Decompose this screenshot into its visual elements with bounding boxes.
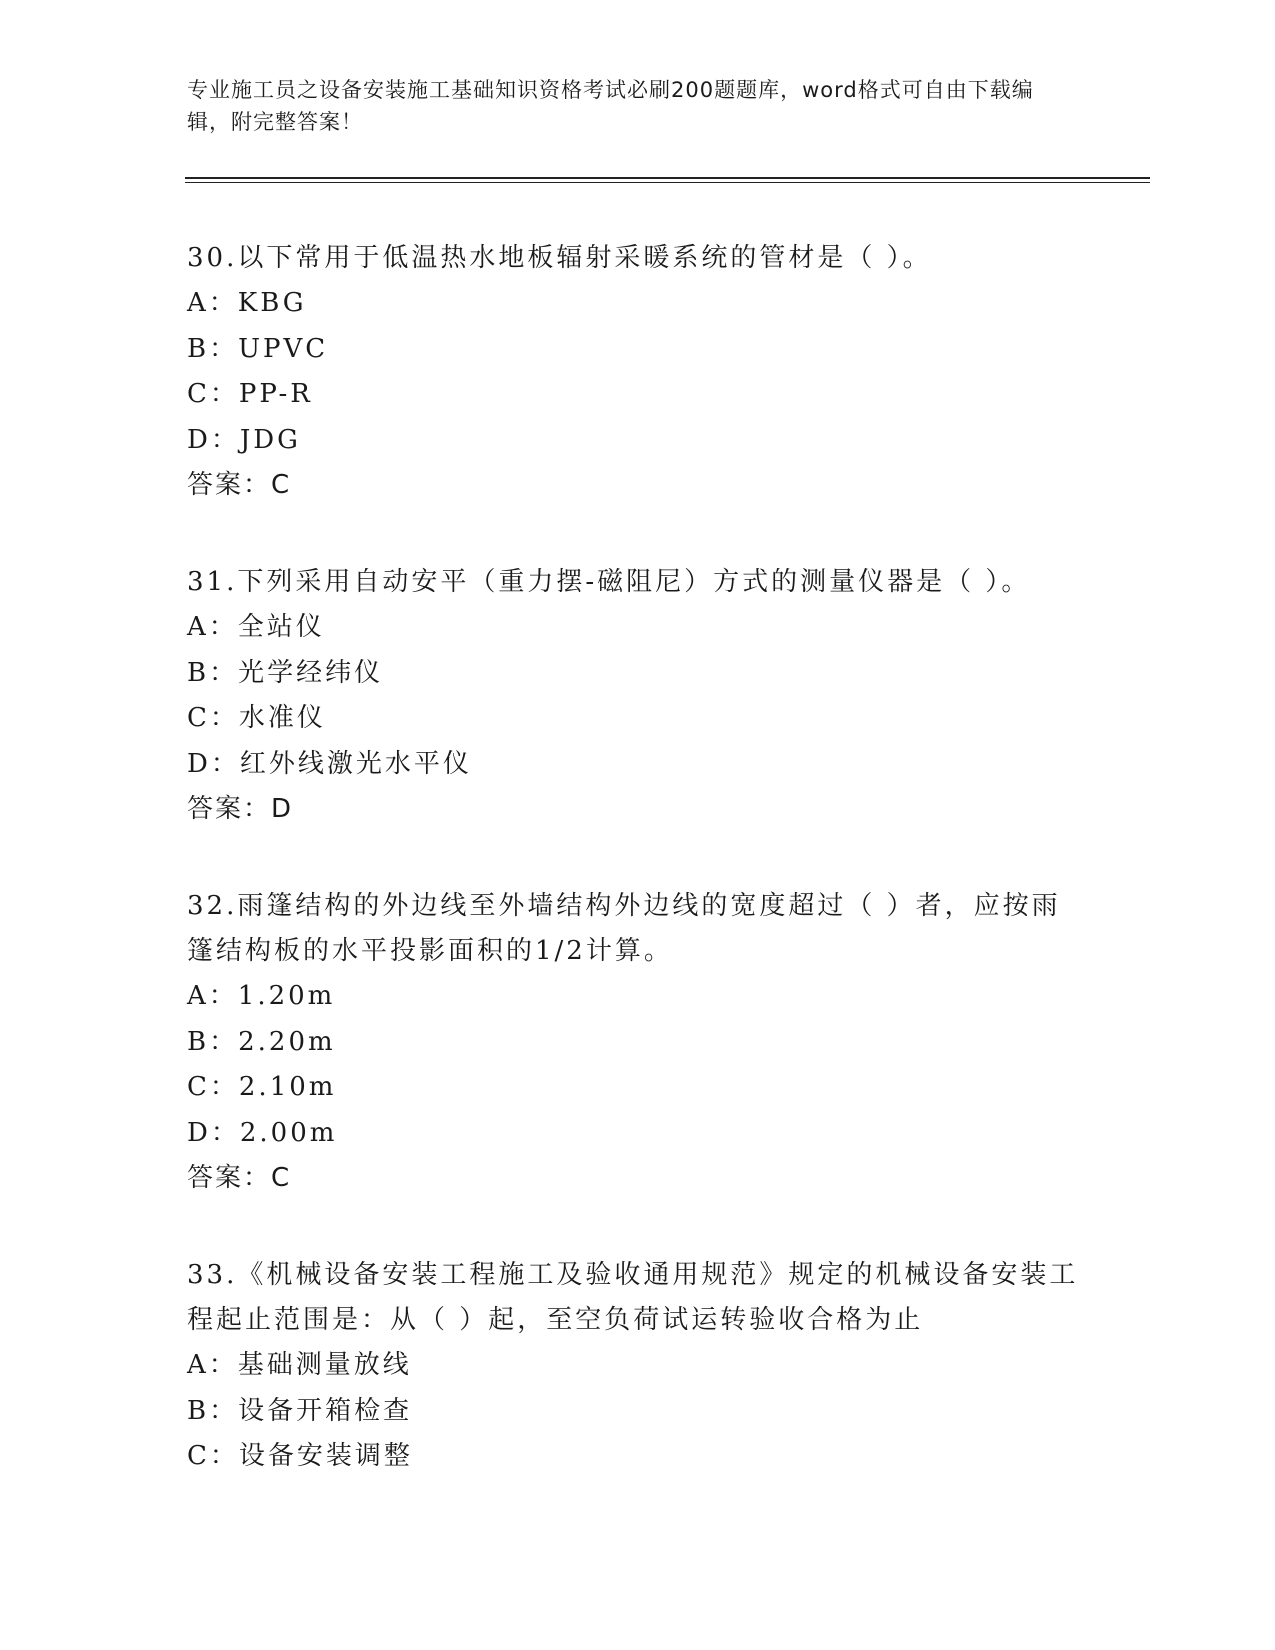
option-b: B：UPVC [187, 333, 329, 364]
option-a: A：1.20m [187, 981, 336, 1011]
question-stem: 32.雨篷结构的外边线至外墙结构外边线的宽度超过（ ）者，应按雨篷结构板的水平投影面积的1/2计算。 [187, 891, 1061, 966]
question-list [187, 236, 1087, 1532]
option-d: D：JDG [187, 424, 301, 455]
option-c: C：PP-R [187, 379, 313, 409]
answer: 答案：C [187, 470, 292, 500]
question-32 [187, 884, 1087, 1201]
answer: 答案：C [187, 1163, 292, 1193]
header-divider-thin [185, 182, 1150, 183]
question-31 [187, 560, 1087, 832]
option-c: C：设备安装调整 [187, 1441, 413, 1471]
answer: 答案：D [187, 794, 294, 824]
document-header: 专业施工员之设备安装施工基础知识资格考试必刷200题题库，word格式可自由下载编辑，附完整答案！ [187, 78, 1034, 134]
option-c: C：2.10m [187, 1072, 337, 1102]
option-d: D：2.00m [187, 1117, 338, 1148]
option-a: A：全站仪 [187, 612, 325, 642]
option-b: B：设备开箱检查 [187, 1395, 413, 1426]
option-d: D：红外线激光水平仪 [187, 748, 472, 779]
option-a: A：基础测量放线 [187, 1350, 412, 1380]
question-stem: 30.以下常用于低温热水地板辐射采暖系统的管材是（ ）。 [187, 243, 932, 273]
question-stem: 33.《机械设备安装工程施工及验收通用规范》规定的机械设备安装工程起止范围是：从（ ）起，至空负荷试运转验收合格为止 [187, 1260, 1079, 1335]
option-a: A：KBG [187, 288, 307, 318]
question-33 [187, 1253, 1087, 1480]
option-b: B：2.20m [187, 1026, 336, 1057]
option-c: C：水准仪 [187, 703, 326, 733]
question-stem: 31.下列采用自动安平（重力摆-磁阻尼）方式的测量仪器是（ ）。 [187, 567, 1031, 597]
question-30 [187, 236, 1087, 508]
option-b: B：光学经纬仪 [187, 657, 384, 688]
header-divider-thick [185, 177, 1150, 179]
